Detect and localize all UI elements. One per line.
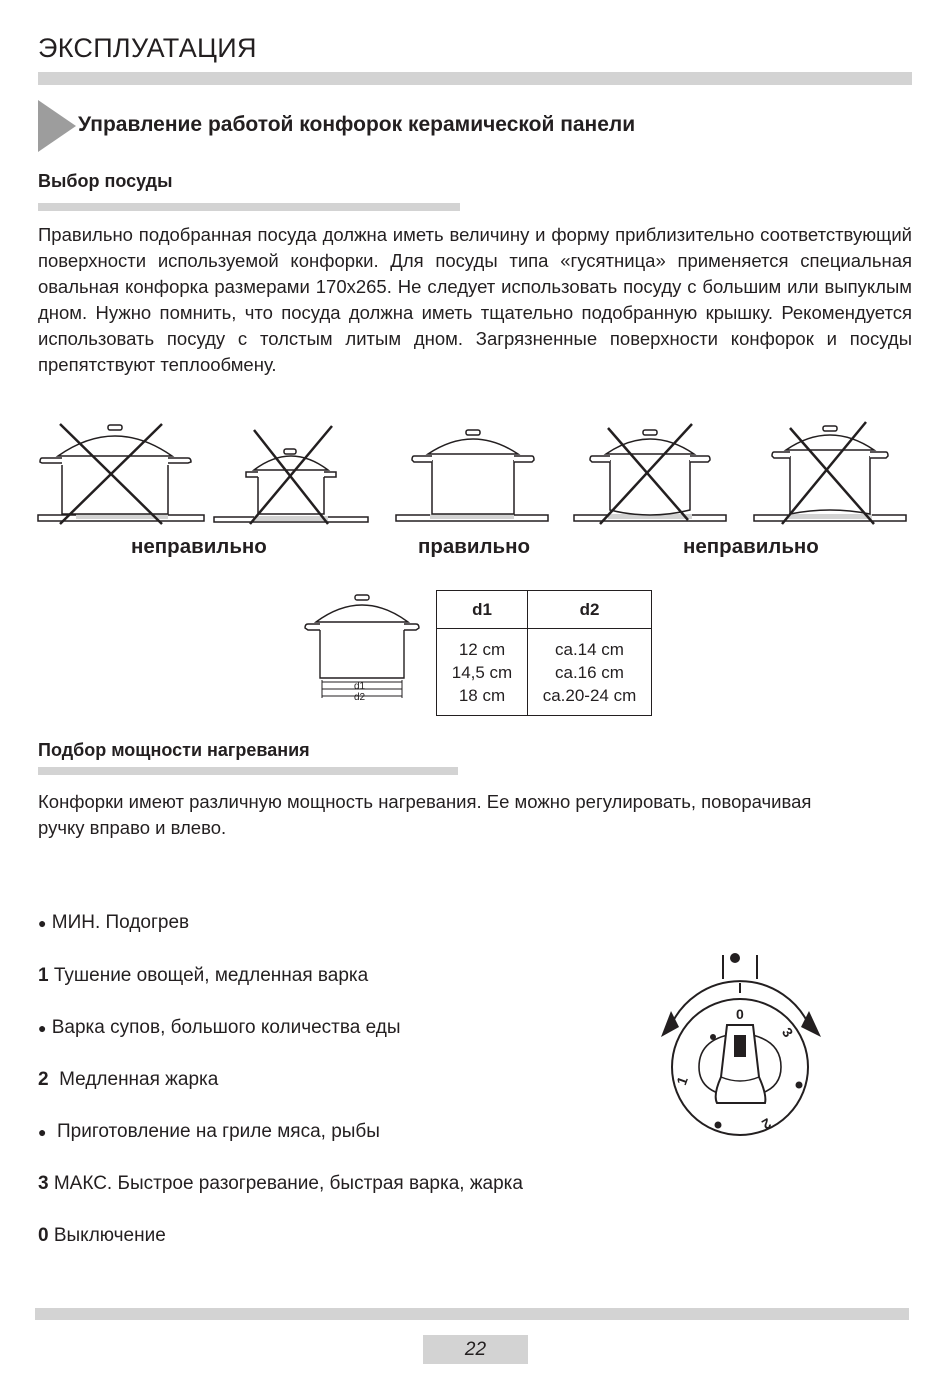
section-title: Управление работой конфорок керамической панели <box>78 113 636 136</box>
list-item: 0 Выключение <box>38 1225 166 1246</box>
label-right: правильно <box>418 535 531 558</box>
cookware-divider <box>38 203 460 211</box>
table-d2-values: ca.14 cm ca.16 cm ca.20-24 cm <box>542 639 637 705</box>
list-item: ● Варка супов, большого количества еды <box>38 1017 401 1038</box>
knob-label-3: 3 <box>778 1024 797 1041</box>
list-item: ● МИН. Подогрев <box>38 912 190 933</box>
control-knob-diagram <box>655 945 835 1145</box>
header-divider <box>38 72 912 85</box>
min-dot-icon <box>730 953 740 963</box>
bullet-icon: ● <box>38 915 47 931</box>
table-header-d1: d1 <box>437 591 528 629</box>
cookware-text: Правильно подобранная посуда должна иметь величину и форму приблизительно соответствующий поверхности используемой конфорки. Для посуды типа «гусятница» применяется специальная овальная конфорка размерами 170х265. Не следует использовать посуду с большим или выпуклым дном. Нужно помнить, что посуда должна иметь тщательно подобранную крышку. Рекомендуется использовать посуду с толстым литым дном. Загрязненные поверхности конфорок и посуды препятствуют теплообмену. <box>38 224 912 375</box>
footer-divider <box>35 1308 909 1320</box>
list-item: 3 МАКС. Быстрое разогревание, быстрая варка, жарка <box>38 1173 523 1194</box>
pot-concave-bottom <box>754 422 906 524</box>
label-wrong-left: неправильно <box>131 535 267 558</box>
list-item: 1 Тушение овощей, медленная варка <box>38 965 369 986</box>
page-title: ЭКСПЛУАТАЦИЯ <box>38 33 257 63</box>
table-header-d2: d2 <box>528 591 652 629</box>
power-text: Конфорки имеют различную мощность нагревания. Ее можно регулировать, поворачивая ручку вправо и влево. <box>38 791 812 838</box>
label-wrong-right: неправильно <box>683 535 819 558</box>
power-divider <box>38 767 458 775</box>
list-item: 2 Медленная жарка <box>38 1069 219 1090</box>
knob-label-2: 2 <box>759 1115 774 1133</box>
pot-illustrations <box>36 420 916 530</box>
pot-convex-bottom <box>574 424 726 524</box>
diagram-d2-label: d2 <box>354 692 366 703</box>
knob-label-0: 0 <box>736 1006 744 1022</box>
pot-too-large <box>38 424 204 524</box>
bullet-icon: ● <box>38 1124 47 1140</box>
bullet-icon: ● <box>38 1020 47 1036</box>
section-arrow-icon <box>38 100 78 152</box>
pot-too-small <box>214 426 368 524</box>
power-title: Подбор мощности нагревания <box>38 740 310 760</box>
cookware-title: Выбор посуды <box>38 171 173 191</box>
diagram-d1-label: d1 <box>354 681 366 692</box>
diameter-diagram <box>302 590 424 706</box>
table-d1-values: 12 cm 14,5 cm 18 cm <box>437 629 528 716</box>
pot-correct <box>396 430 548 521</box>
diameter-table <box>436 590 652 716</box>
list-item: ● Приготовление на гриле мяса, рыбы <box>38 1121 380 1142</box>
knob-label-1: 1 <box>673 1074 691 1088</box>
page-number: 22 <box>423 1335 528 1364</box>
